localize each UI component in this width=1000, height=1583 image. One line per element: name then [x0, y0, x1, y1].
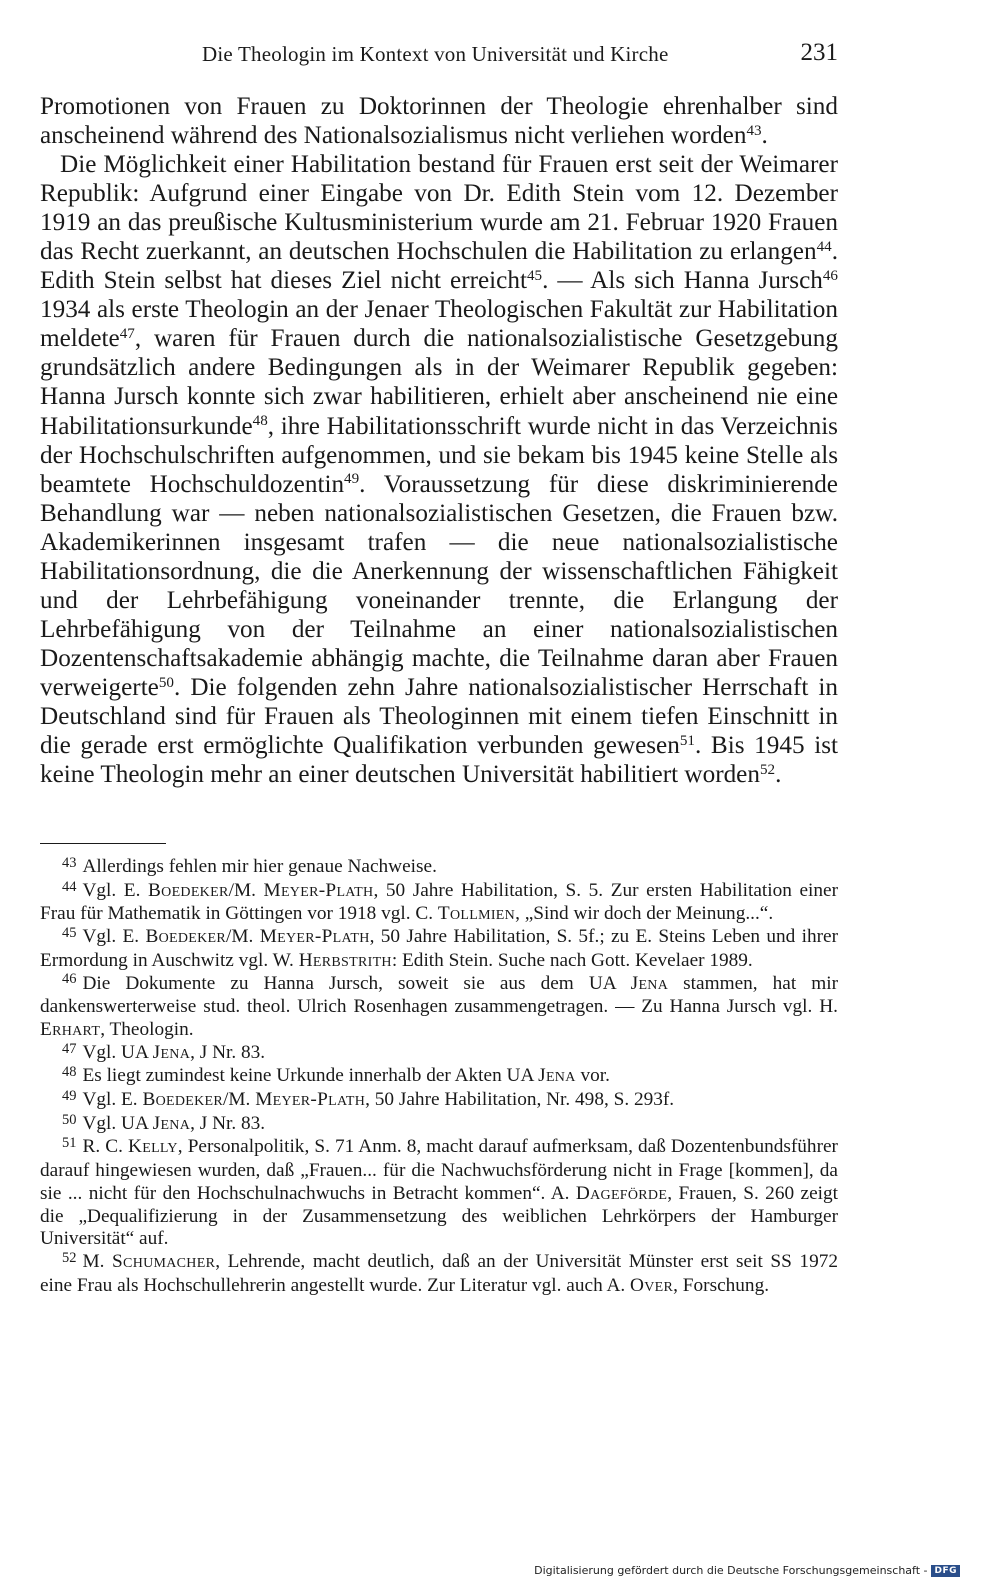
running-title: Die Theologin im Kontext von Universität und Kirche [202, 42, 669, 66]
footnote-51: $^{51}$ R. C. Kelly, Personalpolitik, S. 71 Anm. 8, macht darauf aufmerksam, daß Dozentenbundsführer darauf hingewiesen wurden, daß „Frauen... für die Nachwuchsförderung nicht in Frage [kommen], da sie ... nicht für den Hochschulnachwuchs in Betracht kommen“. A. Dageförde, Frauen, S. 260 zeigt die „Dequalifizierung in der Zusammensetzung des weiblichen Lehrkörpers der Hamburger Universität“ auf. [40, 1135, 838, 1250]
dfg-logo: DFG [931, 1565, 960, 1577]
footnote-46: $^{46}$ Die Dokumente zu Hanna Jursch, soweit sie aus dem UA Jena stammen, hat mir dankenswerterweise stud. theol. Ulrich Rosenhagen zusammengetragen. — Zu Hanna Jursch vgl. H. Erhart, Theologin. [40, 971, 838, 1040]
paragraph: Die Möglichkeit einer Habilitation bestand für Frauen erst seit der Weimarer Republik: Aufgrund einer Eingabe von Dr. Edith Stein vom 12. Dezember 1919 an das preußische Kultusministerium wurde am 21. Februar 1920 Frauen das Recht zuerkannt, an deutschen Hochschulen die Habilitation zu erlangen$^{44}$. Edith Stein selbst hat dieses Ziel nicht erreicht$^{45}$. — Als sich Hanna Jursch$^{46}$ 1934 als erste Theologin an der Jenaer Theologischen Fakultät zur Habilitation meldete$^{47}$, waren für Frauen durch die nationalsozialistische Gesetzgebung grundsätzlich andere Bedingungen als in der Weimarer Republik gegeben: Hanna Jursch konnte sich zwar habilitieren, erhielt aber anscheinend nie eine Habilitationsurkunde$^{48}$, ihre Habilitationsschrift wurde nicht in das Verzeichnis der Hochschulschriften aufgenommen, und sie bekam bis 1945 keine Stelle als beamtete Hochschuldozentin$^{49}$. Voraussetzung für diese diskriminierende Behandlung war — neben nationalsozialistischen Gesetzen, die Frauen bzw. Akademikerinnen insgesamt trafen — die neue nationalsozialistische Habilitationsordnung, die die Anerkennung der wissenschaftlichen Fähigkeit und der Lehrbefähigung voneinander trennte, die Erlangung der Lehrbefähigung von der Teilnahme an einer nationalsozialistischen Dozentenschaftsakademie abhängig machte, die Teilnahme daran aber Frauen verweigerte$^{50}$. Die folgenden zehn Jahre nationalsozialistischer Herrschaft in Deutschland sind für Frauen als Theologinnen mit einem tiefen Einschnitt in die gerade erst ermöglichte Qualifikation verbunden gewesen$^{51}$. Bis 1945 ist keine Theologin mehr an einer deutschen Universität habilitiert worden$^{52}$. [40, 151, 839, 789]
running-header [40, 39, 838, 72]
footnote-ref: 50 [158, 674, 174, 691]
page-number: 231 [800, 39, 838, 66]
footnote-ref: 45 [526, 267, 543, 284]
footnote-45: $^{45}$ Vgl. E. Boedeker/M. Meyer-Plath, 50 Jahre Habilitation, S. 5f.; zu E. Steins Leben und ihrer Ermordung in Auschwitz vgl. W. Herbstrith: Edith Stein. Suche nach Gott. Kevelaer 1989. [40, 925, 838, 971]
digitization-text: Digitalisierung gefördert durch die Deutsche Forschungsgemeinschaft - [534, 1564, 928, 1577]
paragraph: Promotionen von Frauen zu Doktorinnen der Theologie ehrenhalber sind anscheinend während des Nationalsozialismus nicht verliehen worden$^{43}$. [40, 93, 838, 150]
footnote-49: $^{49}$ Vgl. E. Boedeker/M. Meyer-Plath, 50 Jahre Habilitation, Nr. 498, S. 293f. [62, 1087, 675, 1111]
footnote-ref: 43 [746, 122, 762, 139]
footnote-ref: 46 [822, 267, 838, 284]
footnote-ref: 47 [119, 326, 135, 343]
footnote-ref: 51 [679, 732, 695, 749]
main-text [40, 92, 838, 789]
footnote-47: $^{47}$ Vgl. UA Jena, J Nr. 83. [62, 1040, 266, 1063]
footnote-ref: 44 [816, 238, 832, 255]
footnote-43: $^{43}$ Allerdings fehlen mir hier genaue Nachweise. [62, 854, 437, 877]
footnote-52: $^{52}$ M. Schumacher, Lehrende, macht deutlich, daß an der Universität Münster erst seit SS 1972 eine Frau als Hochschullehrerin angestellt wurde. Zur Literatur vgl. auch A. Over, Forschung. [40, 1249, 838, 1296]
footnote-44: $^{44}$ Vgl. E. Boedeker/M. Meyer-Plath, 50 Jahre Habilitation, S. 5. Zur ersten Habilitation einer Frau für Mathematik in Göttingen vor 1918 vgl. C. Tollmien, „Sind wir doch der Meinung...“. [40, 878, 838, 925]
footnotes [40, 856, 838, 1297]
digitization-note [534, 1564, 960, 1577]
footnote-ref: 52 [759, 761, 776, 778]
footnote-50: $^{50}$ Vgl. UA Jena, J Nr. 83. [62, 1111, 266, 1134]
footnote-ref: 48 [252, 413, 268, 430]
footnote-ref: 49 [344, 471, 360, 488]
footnote-divider [40, 843, 166, 844]
footnote-48: $^{48}$ Es liegt zumindest keine Urkunde innerhalb der Akten UA Jena vor. [62, 1064, 610, 1087]
